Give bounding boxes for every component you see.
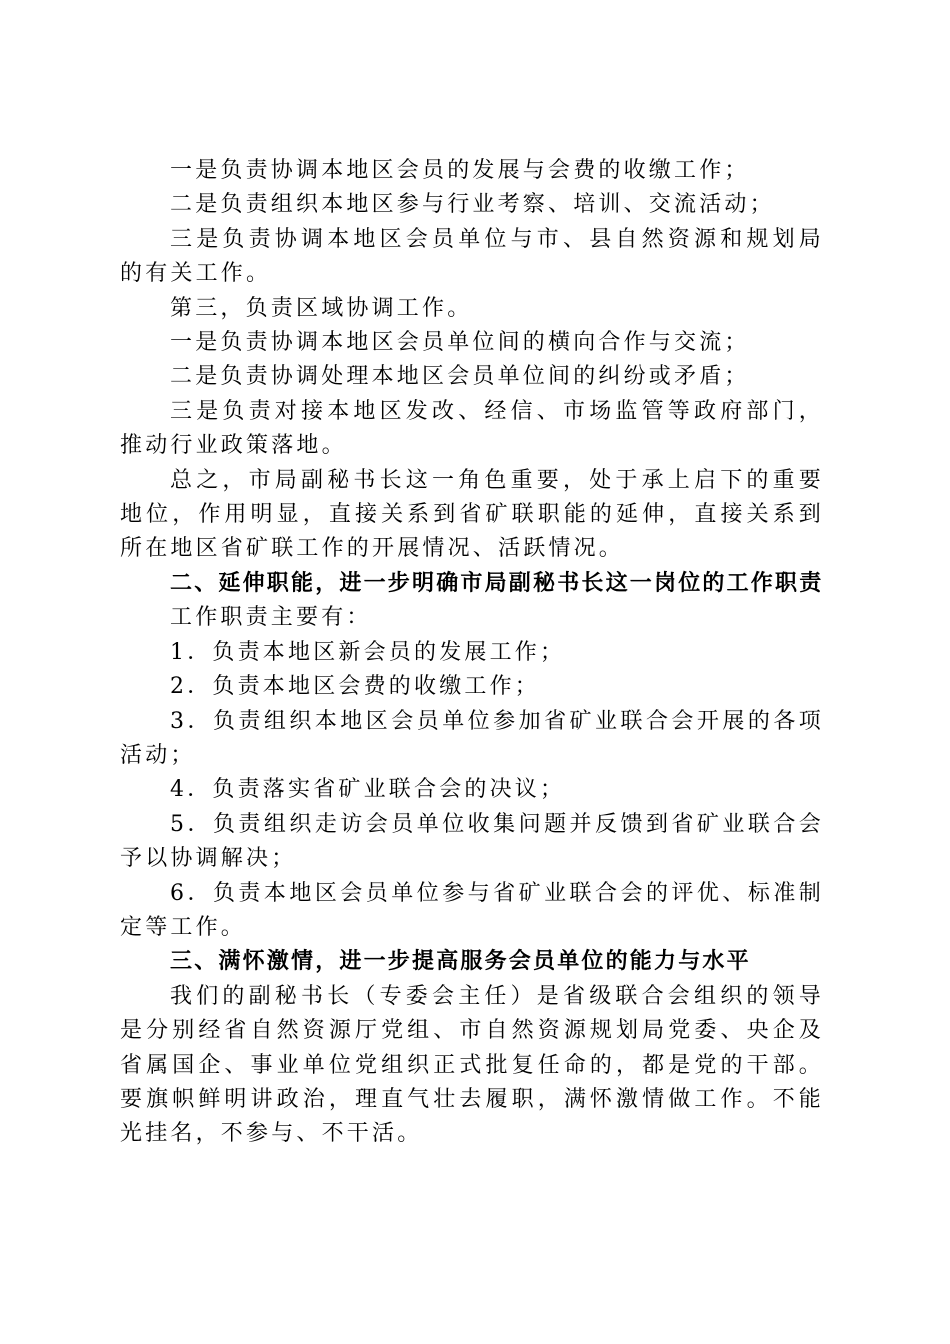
paragraph: 三是负责协调本地区会员单位与市、县自然资源和规划局的有关工作。 [120, 226, 824, 287]
paragraph: 二是负责协调处理本地区会员单位间的纠纷或矛盾； [170, 364, 750, 390]
paragraph: 二是负责组织本地区参与行业考察、培训、交流活动； [170, 192, 775, 218]
list-item: 3．负责组织本地区会员单位参加省矿业联合会开展的各项活动； [120, 708, 824, 768]
list-item: 2．负责本地区会费的收缴工作； [170, 674, 540, 700]
paragraph: 三是负责对接本地区发改、经信、市场监管等政府部门，推动行业政策落地。 [120, 398, 824, 459]
paragraph: 第三，负责区域协调工作。 [170, 295, 473, 321]
list-item: 4．负责落实省矿业联合会的决议； [170, 777, 566, 803]
list-item: 5．负责组织走访会员单位收集问题并反馈到省矿业联合会予以协调解决； [120, 811, 824, 872]
section-heading-3: 三、满怀激情，进一步提高服务会员单位的能力与水平 [170, 949, 751, 975]
paragraph: 一是负责协调本地区会员单位间的横向合作与交流； [170, 330, 750, 356]
paragraph: 我们的副秘书长（专委会主任）是省级联合会组织的领导是分别经省自然资源厅党组、市自然资源规划局党委、央企及省属国企、事业单位党组织正式批复任命的，都是党的干部。要旗帜鲜明讲政治，理直气壮去履职，满怀激情做工作。不能光挂名，不参与、不干活。 [120, 983, 824, 1147]
document-page [120, 154, 824, 1152]
paragraph: 总之，市局副秘书长这一角色重要，处于承上启下的重要地位，作用明显，直接关系到省矿联职能的延伸，直接关系到所在地区省矿联工作的开展情况、活跃情况。 [120, 467, 824, 562]
list-item: 1．负责本地区新会员的发展工作； [170, 639, 566, 665]
list-item: 6．负责本地区会员单位参与省矿业联合会的评优、标准制定等工作。 [120, 880, 824, 940]
paragraph: 一是负责协调本地区会员的发展与会费的收缴工作； [170, 158, 750, 183]
section-heading-2: 二、延伸职能，进一步明确市局副秘书长这一岗位的工作职责 [170, 570, 824, 596]
paragraph: 工作职责主要有： [170, 605, 372, 631]
